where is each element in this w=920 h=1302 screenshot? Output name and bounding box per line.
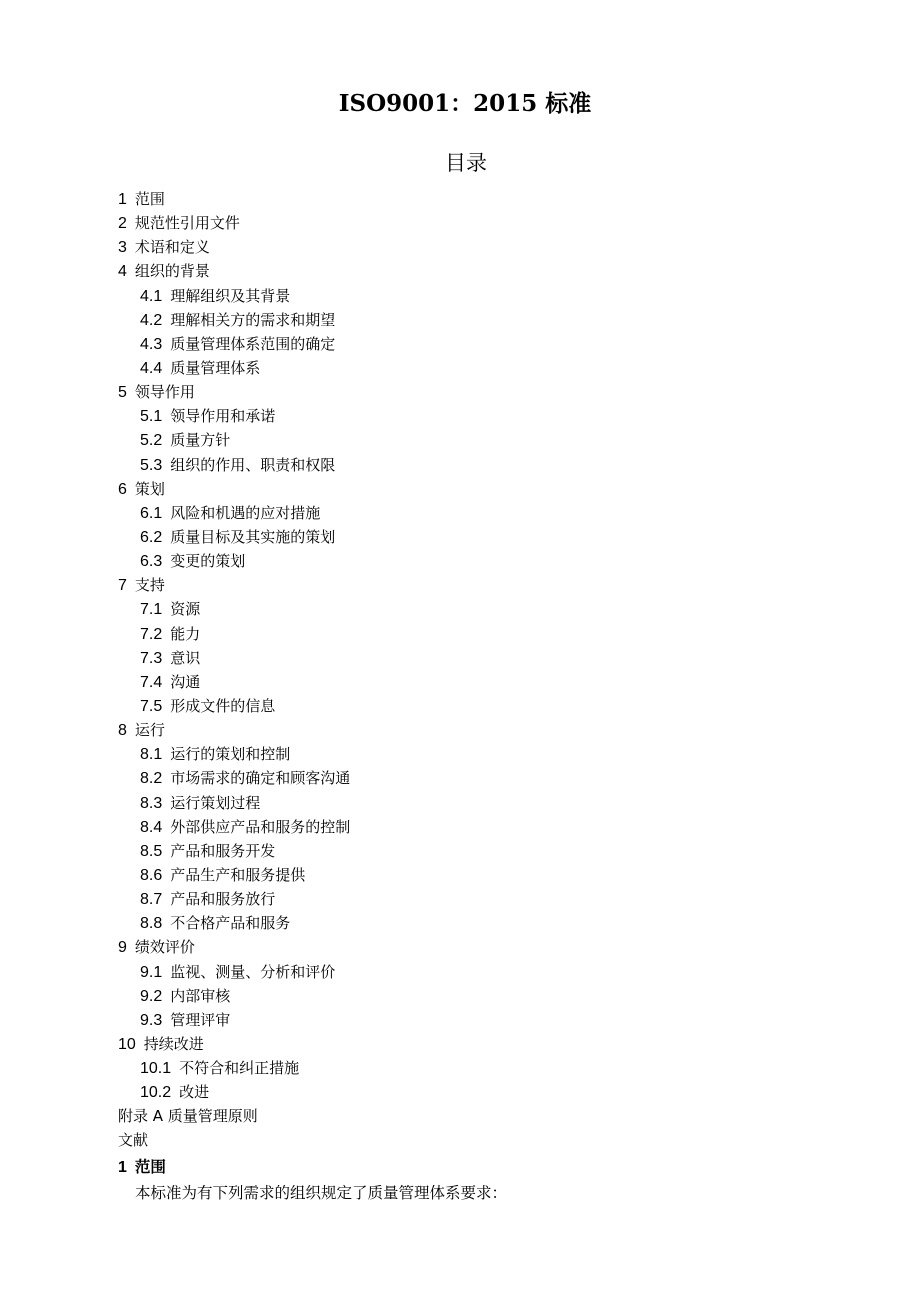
toc-item-number: 7	[118, 577, 127, 595]
toc-item-label: 改进	[179, 1083, 210, 1102]
toc-heading: 目录	[445, 151, 487, 175]
toc-item[interactable]	[118, 1032, 350, 1056]
section-title: 范围	[134, 1158, 166, 1176]
toc-item[interactable]	[118, 235, 350, 259]
toc-item-number: 6.3	[140, 553, 163, 571]
toc-item[interactable]	[118, 863, 350, 887]
toc-item-number: 9.1	[140, 963, 163, 981]
toc-item-label: 领导作用和承诺	[170, 407, 276, 426]
toc-item-label: 运行的策划和控制	[170, 745, 291, 764]
toc-item[interactable]	[118, 791, 350, 815]
toc-item-number: 9	[118, 939, 127, 957]
toc-item-number: 7.1	[140, 601, 163, 619]
toc-item-label: 附录 A 质量管理原则	[118, 1107, 258, 1126]
toc-item-number: 4.3	[140, 335, 163, 353]
toc-item[interactable]	[118, 549, 350, 573]
toc-item-number: 7.5	[140, 697, 163, 715]
toc-item-label: 理解相关方的需求和期望	[170, 310, 336, 329]
toc-item-label: 市场需求的确定和顾客沟通	[170, 769, 351, 788]
toc-item[interactable]	[118, 766, 350, 790]
toc-item[interactable]	[118, 718, 350, 742]
toc-item-number: 1	[118, 191, 127, 208]
toc-item-label: 变更的策划	[170, 552, 246, 571]
toc-item-label: 不合格产品和服务	[170, 914, 291, 933]
toc-item-label: 支持	[134, 576, 165, 595]
toc-item-label: 管理评审	[170, 1010, 231, 1029]
toc-item-label: 质量管理体系范围的确定	[170, 334, 336, 353]
section-heading-scope	[118, 1155, 166, 1180]
toc-item[interactable]	[118, 259, 350, 283]
toc-item-label: 内部审核	[170, 986, 231, 1005]
toc-item-number: 8.6	[140, 866, 163, 884]
toc-item[interactable]	[118, 308, 350, 332]
toc-item-number: 8	[118, 722, 127, 740]
toc-item[interactable]	[118, 453, 350, 477]
toc-item-label: 理解组织及其背景	[170, 286, 291, 305]
toc-item[interactable]	[118, 1104, 350, 1128]
toc-item[interactable]	[118, 622, 350, 646]
toc-item-label: 规范性引用文件	[134, 214, 240, 233]
toc-item-number: 6.2	[140, 528, 163, 546]
section-body-text: 本标准为有下列需求的组织规定了质量管理体系要求：	[135, 1184, 508, 1202]
toc-item-label: 组织的作用、职责和权限	[170, 455, 336, 474]
toc-item-label: 产品和服务开发	[170, 841, 276, 860]
toc-item-label: 监视、测量、分析和评价	[170, 962, 336, 981]
toc-item-label: 持续改进	[143, 1034, 204, 1053]
toc-item-number: 8.5	[140, 842, 163, 860]
toc-item[interactable]	[118, 597, 350, 621]
toc-item-number: 4.4	[140, 359, 163, 377]
toc-item[interactable]	[118, 573, 350, 597]
toc-item-label: 质量管理体系	[170, 358, 261, 377]
toc-item-label: 文献	[118, 1131, 149, 1150]
toc-item[interactable]	[118, 477, 350, 501]
toc-item-number: 7.2	[140, 625, 163, 643]
toc-item-number: 5.2	[140, 432, 163, 450]
toc-item-number: 9.3	[140, 1011, 163, 1029]
toc-item-label: 沟通	[170, 672, 201, 691]
toc-item-label: 范围	[134, 190, 165, 208]
toc-item-label: 不符合和纠正措施	[179, 1059, 300, 1078]
toc-item-number: 8.3	[140, 794, 163, 812]
toc-item[interactable]	[118, 187, 350, 211]
toc-item-number: 8.1	[140, 746, 163, 764]
toc-item-number: 8.8	[140, 915, 163, 933]
section-number: 1	[118, 1159, 127, 1176]
toc-item-number: 8.4	[140, 818, 163, 836]
toc-item-label: 外部供应产品和服务的控制	[170, 817, 351, 836]
toc-item-number: 2	[118, 215, 127, 233]
toc-item-label: 策划	[134, 479, 165, 498]
toc-item[interactable]	[118, 670, 350, 694]
toc-item-number: 9.2	[140, 987, 163, 1005]
toc-item-number: 10	[118, 1035, 136, 1053]
toc-item[interactable]	[118, 356, 350, 380]
toc-item[interactable]	[118, 284, 350, 308]
toc-item[interactable]	[118, 1128, 350, 1152]
toc-item-number: 7.3	[140, 649, 163, 667]
toc-item-number: 10.2	[140, 1084, 172, 1102]
toc-item-number: 4	[118, 263, 127, 281]
toc-item[interactable]	[118, 1056, 350, 1080]
table-of-contents	[118, 187, 350, 1153]
toc-item[interactable]	[118, 960, 350, 984]
toc-item-label: 产品和服务放行	[170, 890, 276, 909]
toc-item-label: 资源	[170, 600, 201, 619]
toc-item-label: 形成文件的信息	[170, 696, 276, 715]
toc-item-number: 4.1	[140, 287, 163, 305]
toc-item[interactable]	[118, 935, 350, 959]
toc-item-label: 能力	[170, 624, 201, 643]
toc-item-number: 4.2	[140, 311, 163, 329]
toc-item-label: 领导作用	[134, 383, 195, 402]
toc-item[interactable]	[118, 1080, 350, 1104]
toc-item-label: 绩效评价	[134, 938, 195, 957]
toc-item-number: 5	[118, 384, 127, 402]
document-title: ISO9001：2015 标准	[338, 90, 592, 117]
toc-item-label: 组织的背景	[134, 262, 210, 281]
toc-item-number: 10.1	[140, 1060, 172, 1078]
toc-item[interactable]	[118, 211, 350, 235]
toc-item-number: 6	[118, 480, 127, 498]
toc-item[interactable]	[118, 428, 350, 452]
toc-item-number: 8.2	[140, 770, 163, 788]
toc-item[interactable]	[118, 887, 350, 911]
toc-item-number: 7.4	[140, 673, 163, 691]
toc-item[interactable]	[118, 525, 350, 549]
toc-item-label: 产品生产和服务提供	[170, 865, 306, 884]
toc-item-label: 术语和定义	[134, 238, 210, 257]
toc-item[interactable]	[118, 1008, 350, 1032]
toc-item[interactable]	[118, 742, 350, 766]
toc-item[interactable]	[118, 815, 350, 839]
toc-item-label: 意识	[170, 648, 201, 667]
toc-item[interactable]	[118, 404, 350, 428]
toc-item-number: 6.1	[140, 504, 163, 522]
toc-item-number: 3	[118, 239, 127, 257]
toc-item-label: 风险和机遇的应对措施	[170, 503, 321, 522]
toc-item-label: 运行	[134, 721, 165, 740]
toc-item[interactable]	[118, 911, 350, 935]
toc-item[interactable]	[118, 646, 350, 670]
toc-item[interactable]	[118, 380, 350, 404]
toc-item-number: 8.7	[140, 891, 163, 909]
toc-item[interactable]	[118, 839, 350, 863]
toc-item[interactable]	[118, 501, 350, 525]
toc-item[interactable]	[118, 984, 350, 1008]
toc-item[interactable]	[118, 332, 350, 356]
toc-item[interactable]	[118, 694, 350, 718]
toc-item-label: 质量目标及其实施的策划	[170, 527, 336, 546]
toc-item-number: 5.3	[140, 456, 163, 474]
toc-item-label: 运行策划过程	[170, 793, 261, 812]
toc-item-label: 质量方针	[170, 431, 231, 450]
toc-item-number: 5.1	[140, 408, 163, 426]
